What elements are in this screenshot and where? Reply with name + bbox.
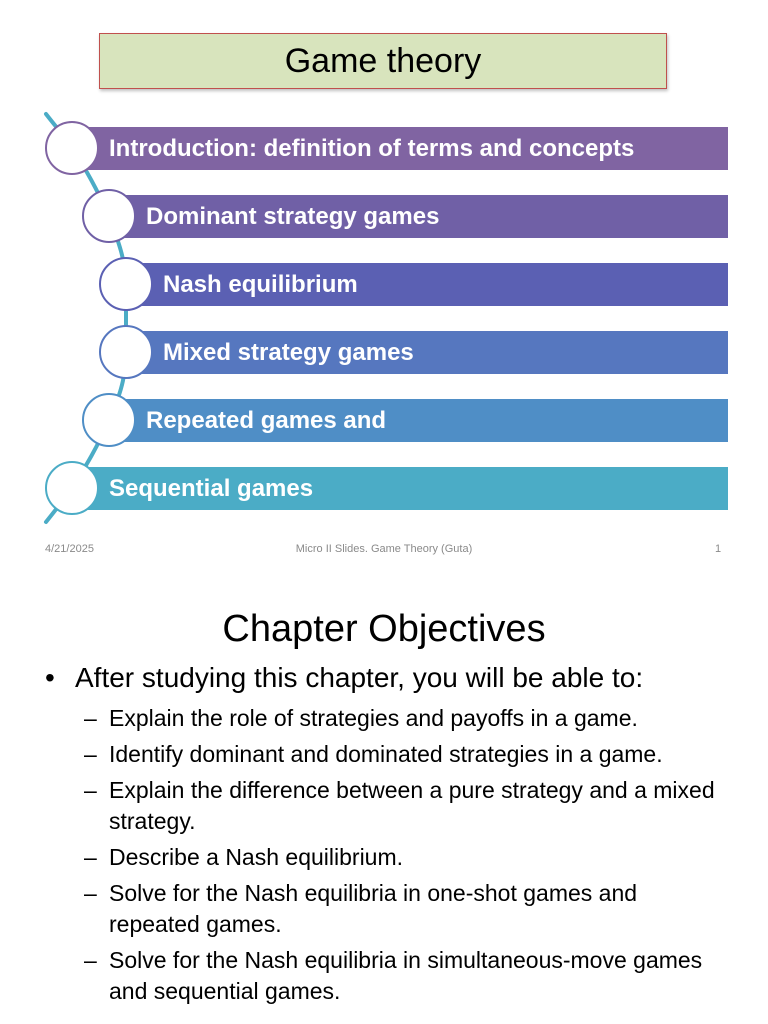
agenda-circle-icon	[82, 393, 136, 447]
dash-icon: –	[84, 947, 97, 973]
list-item	[84, 842, 724, 873]
agenda-circle-icon	[82, 189, 136, 243]
agenda-circle-icon	[45, 461, 99, 515]
agenda-item	[67, 127, 728, 170]
agenda-item-label: Nash equilibrium	[163, 270, 358, 298]
list-item	[84, 945, 724, 1007]
agenda-circle-icon	[45, 121, 99, 175]
objectives-list	[84, 703, 724, 1012]
slide-chapter-objectives	[0, 575, 768, 1024]
agenda-item	[104, 195, 728, 238]
dash-icon: –	[84, 880, 97, 906]
agenda-circle-icon	[99, 325, 153, 379]
agenda-item	[104, 399, 728, 442]
list-item	[84, 878, 724, 940]
agenda-item-label: Sequential games	[109, 474, 314, 502]
slide-title: Game theory	[99, 33, 667, 89]
agenda-item-label: Dominant strategy games	[146, 202, 440, 230]
list-item	[84, 775, 724, 837]
agenda-item	[121, 263, 728, 306]
lead-text: After studying this chapter, you will be able to:	[75, 662, 644, 693]
agenda-item	[67, 467, 728, 510]
agenda-item-label: Repeated games and	[146, 406, 387, 434]
list-item-text: Identify dominant and dominated strategies in a game.	[109, 741, 663, 767]
agenda-circle-icon	[99, 257, 153, 311]
list-item-text: Describe a Nash equilibrium.	[109, 844, 404, 870]
dash-icon: –	[84, 844, 97, 870]
footer-date: 4/21/2025	[45, 543, 94, 555]
list-item-text: Solve for the Nash equilibria in one-shot games and repeated games.	[109, 880, 638, 937]
list-item-text: Explain the role of strategies and payoffs in a game.	[109, 705, 638, 731]
list-item	[84, 703, 724, 734]
slide-title: Chapter Objectives	[222, 608, 546, 650]
agenda-item-label: Mixed strategy games	[163, 338, 414, 366]
bullet-icon: •	[45, 662, 55, 693]
agenda-item-label: Introduction: definition of terms and concepts	[109, 134, 635, 162]
dash-icon: –	[84, 741, 97, 767]
dash-icon: –	[84, 705, 97, 731]
list-item-text: Solve for the Nash equilibria in simultaneous-move games and sequential games.	[109, 947, 703, 1004]
list-item-text: Explain the difference between a pure strategy and a mixed strategy.	[109, 777, 715, 834]
dash-icon: –	[84, 777, 97, 803]
agenda-item	[121, 331, 728, 374]
footer-page-number: 1	[715, 543, 722, 555]
footer-title: Micro II Slides. Game Theory (Guta)	[295, 543, 473, 555]
list-item	[84, 739, 724, 770]
